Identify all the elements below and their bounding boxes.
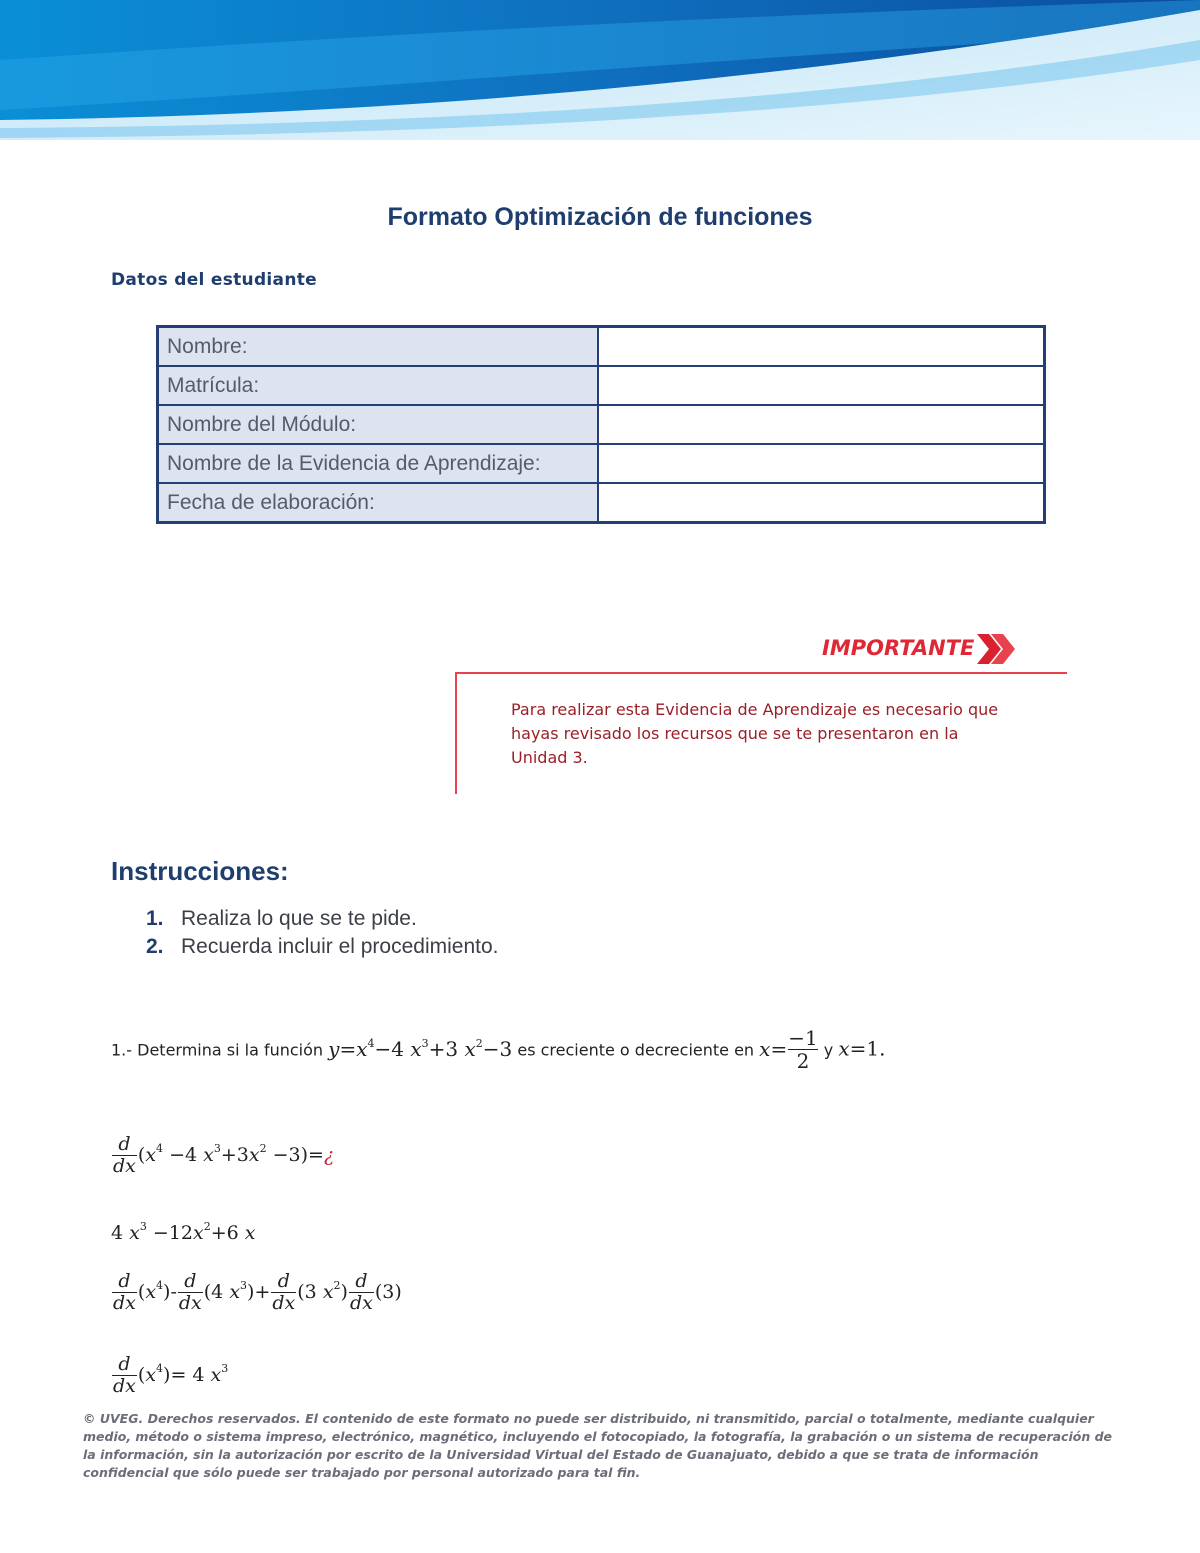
student-data-heading: Datos del estudiante <box>111 270 317 290</box>
row-label-matricula: Matrícula: <box>158 366 599 405</box>
table-row <box>158 327 1045 367</box>
problem-conjunction: y <box>823 1040 834 1060</box>
fecha-field[interactable] <box>598 483 1045 523</box>
table-row <box>158 366 1045 405</box>
problem-statement <box>111 1028 885 1072</box>
important-side-rule <box>455 672 457 794</box>
instructions-list <box>146 905 499 961</box>
document-title: Formato Optimización de funciones <box>387 203 813 231</box>
table-row <box>158 405 1045 444</box>
derivative-line-3: $\frac{d}{dx}$ $(x^4)= 4$ $x^3$ <box>113 1353 229 1397</box>
header-banner <box>0 0 1200 150</box>
instructions-heading: Instrucciones: <box>111 856 289 886</box>
row-label-nombre: Nombre: <box>158 327 599 367</box>
copyright-footer: © UVEG. Derechos reservados. El contenido de este formato no puede ser distribuido, ni transmitido, parcial o totalmente, mediante cualquier medio, método o sistema impreso, electrónico, magnético, incluyendo el fotocopiado, la fotografía, la grabación o un sistema de recuperación de la información, sin la autorización por escrito de la Universidad Virtual del Estado de Guanajuato, debido a que se trata de información confidencial que sólo puede ser trabajado por personal autorizado para tal fin. <box>83 1411 1112 1480</box>
modulo-field[interactable] <box>598 405 1045 444</box>
problem-prefix: 1.- Determina si la función <box>111 1040 324 1060</box>
table-row <box>158 483 1045 523</box>
student-data-table <box>156 325 1046 524</box>
list-number: 1. <box>146 907 164 930</box>
matricula-field[interactable] <box>598 366 1045 405</box>
point-one: x= $\frac{-1}{2}$ <box>759 1026 818 1073</box>
table-row <box>158 444 1045 483</box>
row-label-fecha: Fecha de elaboración: <box>158 483 599 523</box>
function-expression: $y=x^4-4$ $x^3+3$ $x^2-3$ <box>328 1036 513 1061</box>
row-label-evidencia: Nombre de la Evidencia de Aprendizaje: <box>158 444 599 483</box>
list-item <box>146 933 499 961</box>
important-divider <box>455 672 1067 674</box>
derivative-result-line: 4 $x^3 -12x^2+6$ x <box>111 1220 256 1244</box>
important-title: IMPORTANTE <box>822 636 975 660</box>
derivative-line-1: $\frac{d}{dx}$ ($x^4 -4$ $x^3+3x^2$ −3)=¿ <box>113 1133 335 1177</box>
problem-middle: es creciente o decreciente en <box>517 1040 755 1060</box>
list-item <box>146 905 499 933</box>
double-chevron-right-icon <box>975 630 1019 668</box>
point-two: x=1. <box>838 1036 886 1061</box>
list-text: Recuerda incluir el procedimiento. <box>181 935 499 958</box>
list-text: Realiza lo que se te pide. <box>181 907 417 930</box>
list-number: 2. <box>146 935 164 958</box>
derivative-line-2: $\frac{d}{dx}$ $(x^4)-$ $\frac{d}{dx}$ (4 $x^3)+$ $\frac{d}{dx}$ (3 $x^2$) $\frac{d}{dx}$ (3) <box>113 1270 402 1314</box>
important-text: Para realizar esta Evidencia de Aprendizaje es necesario que hayas revisado los recursos que se te presentaron en la Unidad 3. <box>511 700 999 767</box>
evidencia-field[interactable] <box>598 444 1045 483</box>
nombre-field[interactable] <box>598 327 1045 367</box>
row-label-modulo: Nombre del Módulo: <box>158 405 599 444</box>
